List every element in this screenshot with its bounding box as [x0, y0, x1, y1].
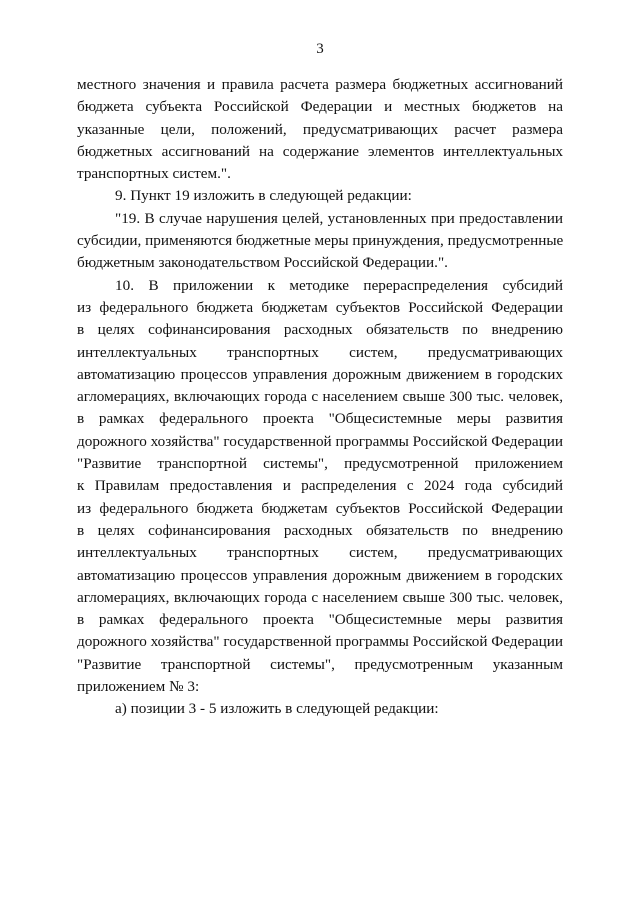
text-line: бюджета субъекта Российской Федерации и местных бюджетов на	[77, 98, 563, 116]
text-line: указанные цели, положений, предусматривающих расчет размера	[77, 120, 563, 138]
text-line: в целях софинансирования расходных обязательств по внедрению	[77, 321, 563, 339]
paragraph-continuation	[77, 74, 563, 185]
text-line: интеллектуальных транспортных систем, предусматривающих	[77, 544, 563, 562]
paragraph-item-9	[77, 185, 563, 207]
text-line: к Правилам предоставления и распределения с 2024 года субсидий	[77, 477, 563, 495]
text-line: транспортных систем.".	[77, 165, 231, 183]
text-line: субсидии, применяются бюджетные меры принуждения, предусмотренные	[77, 232, 564, 250]
text-line: местного значения и правила расчета размера бюджетных ассигнований	[77, 76, 563, 93]
text-line: приложением № 3:	[77, 678, 200, 696]
page-number: 3	[316, 41, 324, 57]
text-line: интеллектуальных транспортных систем, предусматривающих	[77, 343, 563, 361]
text-line: автоматизацию процессов управления дорожным движением в городских	[77, 365, 563, 383]
text-line: в целях софинансирования расходных обязательств по внедрению	[77, 521, 563, 539]
paragraph-item-10a	[77, 698, 563, 720]
text-line: из федерального бюджета бюджетам субъектов Российской Федерации	[77, 298, 563, 316]
text-line: 9. Пункт 19 изложить в следующей редакции:	[115, 187, 412, 205]
text-line: агломерациях, включающих города с населением свыше 300 тыс. человек,	[77, 388, 563, 406]
text-line: дорожного хозяйства" государственной программы Российской Федерации	[77, 432, 563, 450]
text-line: из федерального бюджета бюджетам субъектов Российской Федерации	[77, 499, 563, 517]
text-line: дорожного хозяйства" государственной программы Российской Федерации	[77, 633, 563, 651]
paragraph-item-19-quote	[77, 208, 563, 275]
text-line: автоматизацию процессов управления дорожным движением в городских	[77, 566, 563, 584]
text-line: агломерациях, включающих города с населением свыше 300 тыс. человек,	[77, 588, 563, 606]
text-line: а) позиции 3 - 5 изложить в следующей редакции:	[115, 700, 439, 718]
text-line: 10. В приложении к методике перераспределения субсидий	[115, 276, 563, 294]
document-body	[77, 74, 563, 721]
text-line: бюджетным законодательством Российской Федерации.".	[77, 254, 448, 272]
text-line: в рамках федерального проекта "Общесистемные меры развития	[77, 410, 563, 428]
text-line: "Развитие транспортной системы", предусмотренной приложением	[77, 455, 563, 473]
text-line: бюджетных ассигнований на содержание элементов интеллектуальных	[77, 142, 563, 160]
text-line: "19. В случае нарушения целей, установленных при предоставлении	[115, 209, 563, 227]
text-line: в рамках федерального проекта "Общесистемные меры развития	[77, 611, 563, 629]
paragraph-item-10	[77, 275, 563, 699]
text-line: "Развитие транспортной системы", предусмотренным указанным	[77, 655, 563, 673]
